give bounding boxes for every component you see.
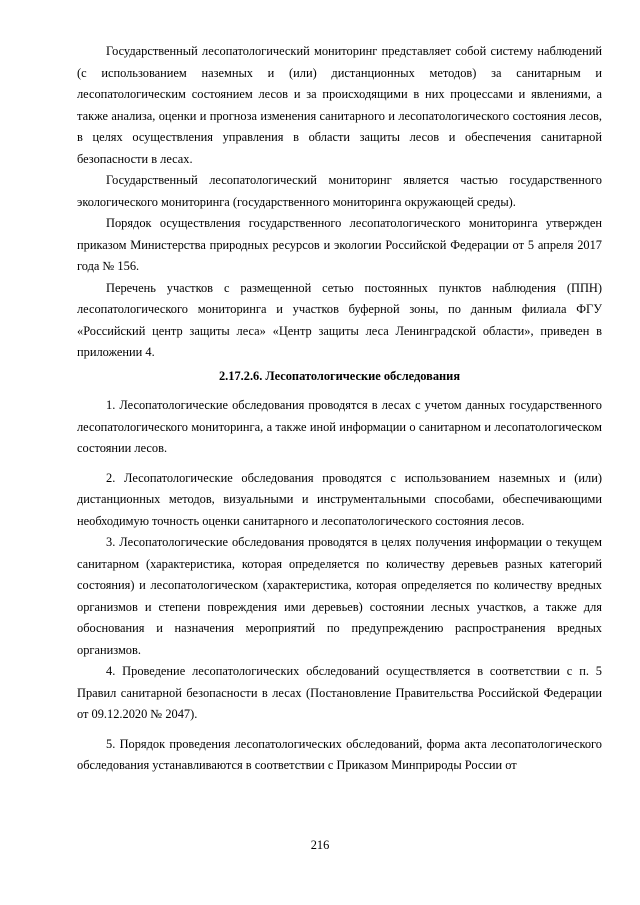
paragraph-ppn-list: Перечень участков с размещенной сетью постоянных пунктов наблюдения (ППН) лесопатологического мониторинга и участков буферной зоны, по данным филиала ФГУ «Российский центр защиты леса» «Центр защиты леса Ленинградской области», приведен в приложении 4. <box>77 280 602 359</box>
paragraph-item-3: 3. Лесопатологические обследования проводятся в целях получения информации о текущем санитарном (характеристика, которая определяется по количеству деревьев разных категорий состояния) и лесопатологическом (характеристика, которая определяется по количеству вредных организмов и степени повреждения ими деревьев) состоянии лесных участков, а также для обоснования и назначения мероприятий по предупреждению распространения вредных организмов. <box>77 535 602 657</box>
paragraph-item-5: 5. Порядок проведения лесопатологических обследований, форма акта лесопатологического обследования устанавливаются в соответствии с Приказом Минприроды России от <box>77 736 602 772</box>
paragraph-item-4: 4. Проведение лесопатологических обследований осуществляется в соответствии с п. 5 Правил санитарной безопасности в лесах (Постановление Правительства Российской Федерации от 09.12.2020 № 2047). <box>77 664 602 721</box>
section-heading: 2.17.2.6. Лесопатологические обследования <box>218 368 461 383</box>
paragraph-item-1: 1. Лесопатологические обследования проводятся в лесах с учетом данных государственного лесопатологического мониторинга, а также иной информации о санитарном и лесопатологическом состоянии лесов. <box>77 398 602 455</box>
paragraph-monitoring-order: Порядок осуществления государственного лесопатологического мониторинга утвержден приказом Министерства природных ресурсов и экологии Российской Федерации от 5 апреля 2017 года № 156. <box>77 216 602 273</box>
paragraph-item-2: 2. Лесопатологические обследования проводятся с использованием наземных и (или) дистанционных методов, визуальными и инструментальными способами, обеспечивающими необходимую точность оценки санитарного и лесопатологического состояния лесов. <box>77 470 602 528</box>
paragraph-monitoring-part: Государственный лесопатологический мониторинг является частью государственного экологического мониторинга (государственного мониторинга окружающей среды). <box>77 173 602 209</box>
body-text <box>77 41 602 777</box>
page-number: 216 <box>310 838 330 852</box>
paragraph-monitoring-definition: Государственный лесопатологический мониторинг представляет собой систему наблюдений (с использованием наземных и (или) дистанционных методов) за санитарным и лесопатологическим состоянием лесов и за происходящими в них процессами и явлениями, а также анализа, оценки и прогноза изменения санитарного и лесопатологического состояния лесов, в целях осуществления управления в области защиты лесов и обеспечения санитарной безопасности в лесах. <box>77 44 602 166</box>
